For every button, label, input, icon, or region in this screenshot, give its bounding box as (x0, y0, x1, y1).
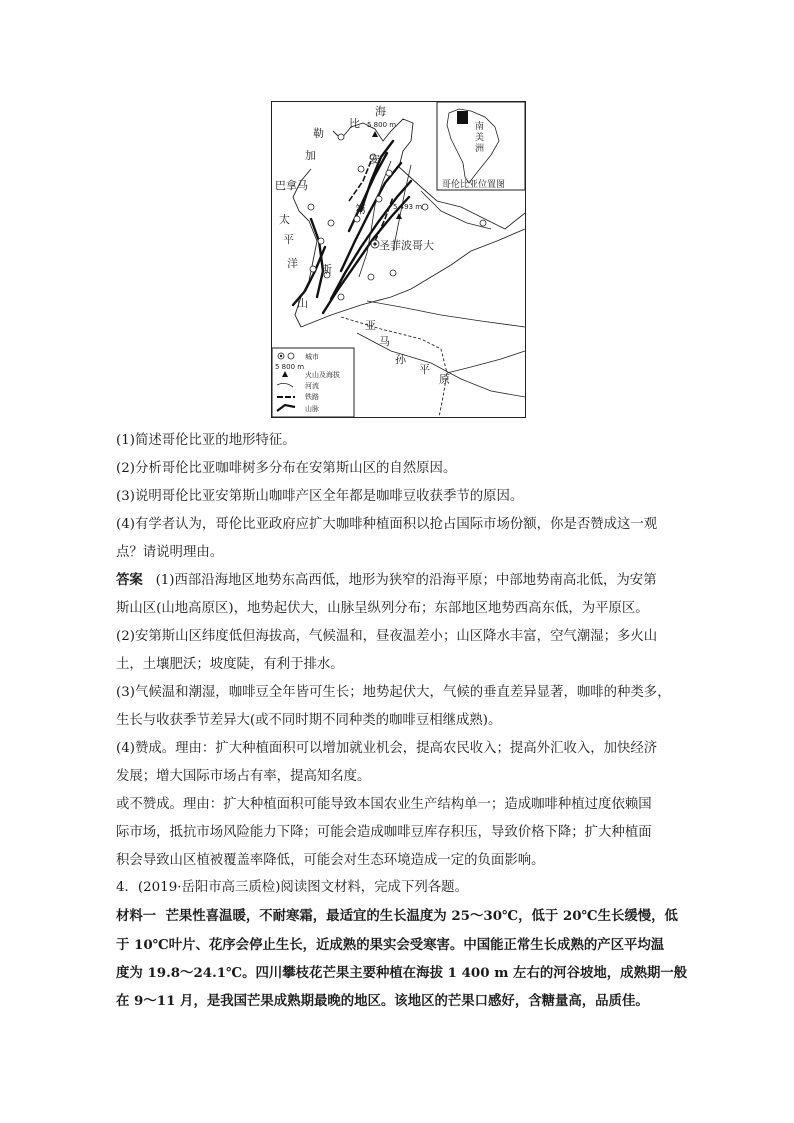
label-bi: 比 (349, 117, 360, 130)
label-hai: 海 (375, 105, 386, 118)
answer-line-2: 斯山区(山地高原区)，地势起伏大，山脉呈纵列分布；东部地区地势西高东低，为平原区。 (116, 601, 649, 616)
answer-line-1 (116, 567, 682, 595)
label-yuan: 原 (439, 373, 450, 386)
answer-line-8: 发展；增大国际市场占有率，提高知名度。 (116, 769, 371, 784)
inset-label-mei: 美 (475, 133, 485, 143)
answer-line-9: 或不赞成。理由：扩大种植面积可能导致本国农业生产结构单一；造成咖啡种植过度依赖国 (116, 797, 652, 812)
legend-railway: 铁路 (305, 393, 319, 401)
material-line-2: 于 10℃叶片、花序会停止生长，近成熟的果实会受寒害。中国能正常生长成熟的产区平均温 (116, 937, 665, 953)
answer-block (116, 567, 682, 875)
material-label: 材料一 (116, 909, 157, 924)
question4-header: 4．(2019·岳阳市高三质检)阅读图文材料，完成下列各题。 (116, 880, 468, 895)
answer-line-4: 土，土壤肥沃；坡度陡，有利于排水。 (116, 657, 344, 672)
legend-river: 河流 (305, 382, 319, 390)
colombia-map-figure (271, 101, 526, 418)
question-4-cont: 点？请说明理由。 (116, 545, 224, 560)
label-panama: 巴拿马 (275, 179, 308, 192)
label-bogota: 圣菲波哥大 (379, 239, 434, 252)
legend-volcano-height: 5 800 m (275, 363, 305, 371)
label-le: 勒 (313, 127, 324, 140)
material-text-1: 芒果性喜温暖，不耐寒霜，最适宜的生长温度为 25～30℃，低于 20℃生长缓慢，低 (165, 908, 678, 924)
label-sun: 孙 (395, 353, 406, 366)
legend-city: 城市 (305, 353, 319, 361)
rivers (357, 161, 525, 397)
legend-volcano: 火山及海拔 (305, 371, 340, 379)
material-line-4: 在 9～11 月，是我国芒果成熟期最晚的地区。该地区的芒果口感好，含糖量高，品质佳。 (116, 993, 649, 1009)
inset-label-nan: 南 (475, 122, 485, 132)
label-jia: 加 (305, 149, 316, 162)
label-ping: 平 (283, 233, 294, 246)
colombia-highlight (457, 111, 468, 124)
material-line-1 (116, 902, 682, 931)
andes-mountain-ranges (293, 141, 411, 313)
question-3: (3)说明哥伦比亚安第斯山咖啡产区全年都是咖啡豆收获季节的原因。 (116, 489, 524, 504)
colombia-map (271, 101, 526, 418)
inset-label-zhou: 洲 (475, 144, 485, 154)
label-ya: 亚 (365, 319, 376, 332)
question-2: (2)分析哥伦比亚咖啡树多分布在安第斯山区的自然原因。 (116, 461, 457, 476)
question-4: (4)有学者认为，哥伦比亚政府应扩大咖啡种植面积以抢占国际市场份额，你是否赞成这一观 (116, 517, 658, 532)
answer-line-6: 生长与收获季节差异大(或不同时期不同种类的咖啡豆相继成熟)。 (116, 713, 502, 728)
label-volcano-5493: 5 493 m (393, 203, 423, 211)
label-volcano-5800: 5 800 m (367, 121, 397, 129)
label-tai: 太 (279, 213, 290, 226)
label-ping2: 平 (419, 363, 430, 376)
label-yang: 洋 (287, 257, 298, 270)
capital-city (371, 240, 379, 248)
material-line-3: 度为 19.8～24.1℃。四川攀枝花芒果主要种植在海拔 1 400 m 左右的河谷坡地，成熟期一般 (116, 965, 688, 981)
inset-caption: 哥伦比亚位置图 (442, 180, 506, 190)
questions-block (116, 427, 682, 567)
label-di: 第 (355, 203, 366, 216)
label-si: 斯 (321, 263, 332, 276)
south-america-inset (442, 109, 505, 190)
map-legend (275, 352, 340, 413)
answer-line-5: (3)气候温和潮湿，咖啡豆全年皆可生长；地势起伏大，气候的垂直差异显著，咖啡的种类多， (116, 685, 671, 700)
question-1: (1)简述哥伦比亚的地形特征。 (116, 433, 296, 448)
label-ma: 马 (379, 335, 390, 348)
legend-mountain: 山脉 (305, 405, 319, 413)
answer-label: 答案 (116, 573, 143, 588)
answer-line-10: 际市场，抵抗市场风险能力下降；可能会造成咖啡豆库存积压，导致价格下降；扩大种植面 (116, 825, 652, 840)
answer-line-7: (4)赞成。理由：扩大种植面积可以增加就业机会，提高农民收入；提高外汇收入，加快经济 (116, 741, 658, 756)
label-shan: 山 (297, 297, 308, 310)
answer-line-3: (2)安第斯山区纬度低但海拔高，气候温和，昼夜温差小；山区降水丰富，空气潮湿；多火山 (116, 629, 658, 644)
question4-block (116, 874, 688, 1015)
label-an: 安 (369, 153, 380, 166)
answer-line-11: 积会导致山区植被覆盖率降低，可能会对生态环境造成一定的负面影响。 (116, 853, 545, 868)
answer-text-1: (1)西部沿海地区地势东高西低，地形为狭窄的沿海平原；中部地势南高北低，为安第 (155, 573, 657, 588)
